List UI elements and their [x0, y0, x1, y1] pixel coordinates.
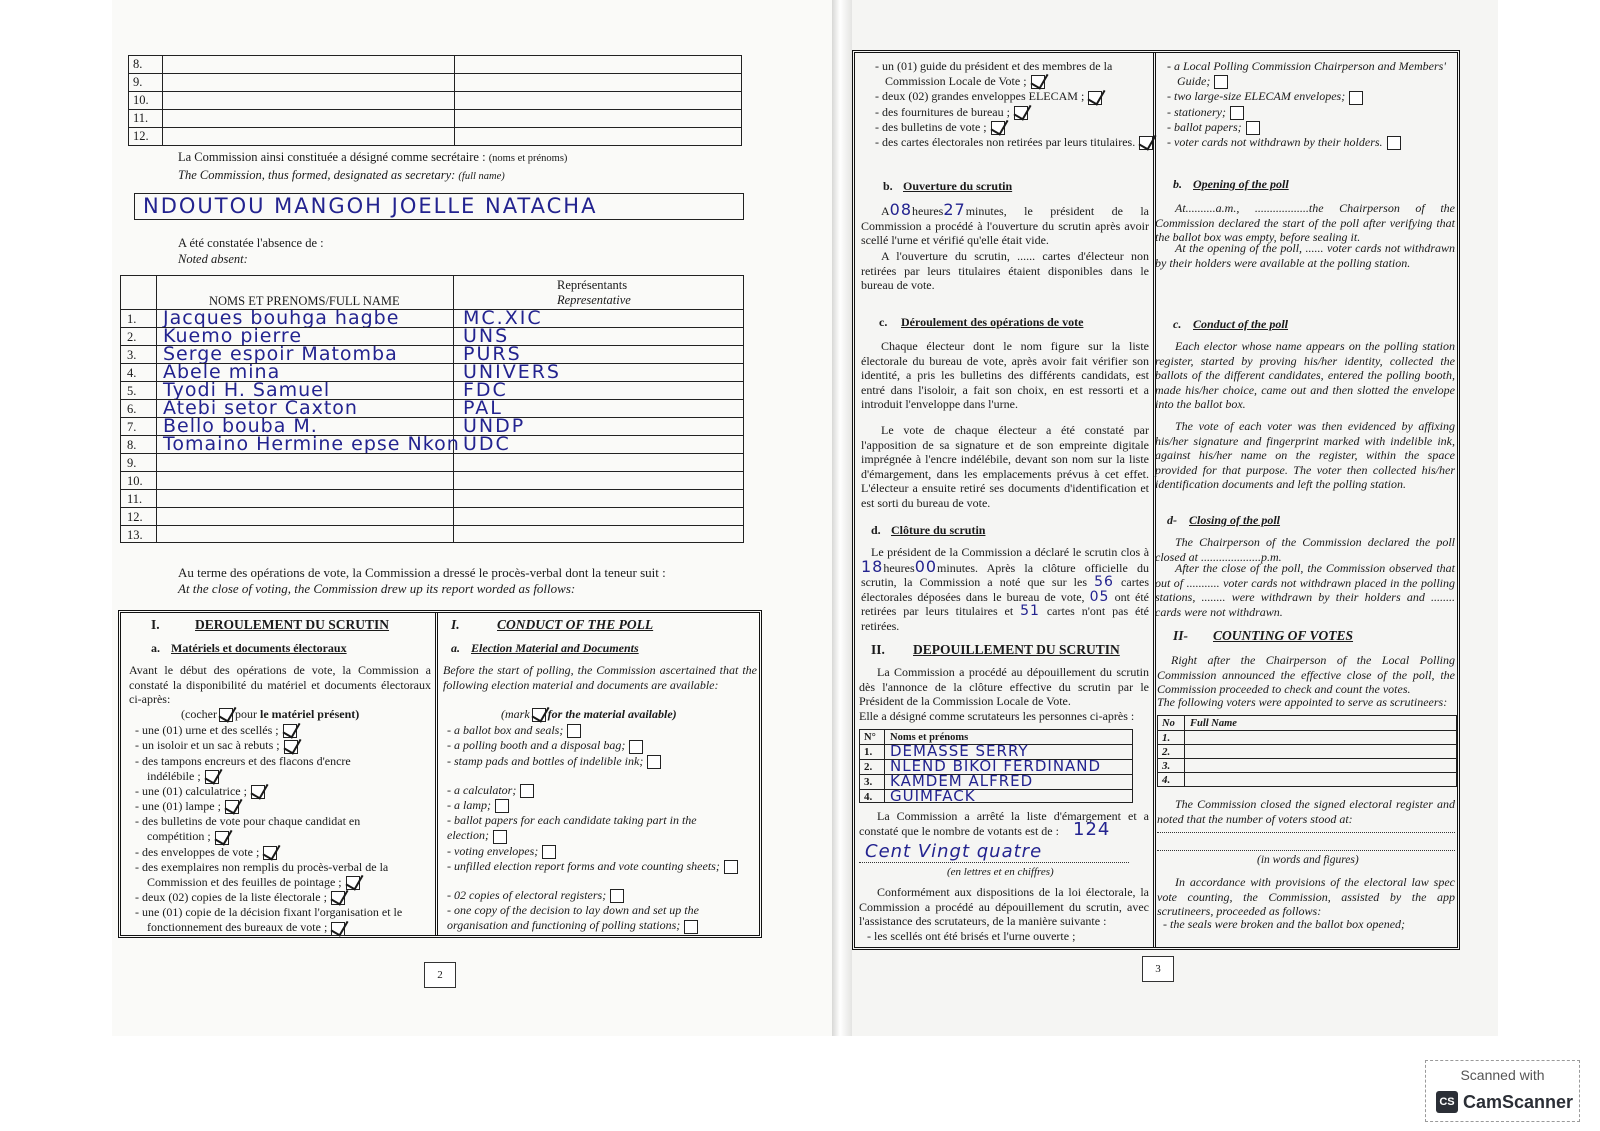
voters-en-line-1	[1157, 829, 1455, 833]
material-item-en: - unfilled election report forms and vote counting sheets;	[447, 859, 759, 874]
scr-en-header-no: No	[1162, 718, 1175, 729]
row-number: 10.	[129, 92, 163, 110]
material-item-en: Guide;	[1167, 74, 1457, 89]
law-fr: Conformément aux dispositions de la loi électorale, la Commission a procédé au dépouillement du scrutin, avec l'assistance des scrutateurs, de la manière suivante :	[859, 885, 1149, 928]
material-item-en: - a ballot box and seals;	[447, 723, 759, 738]
table-row	[121, 489, 743, 507]
table-row	[1158, 744, 1456, 758]
material-item-fr: - un (01) guide du président et des membres de la	[875, 59, 1113, 73]
checkbox[interactable]	[215, 831, 229, 845]
scrutineer-name: NLEND BIKOI FERDINAND	[890, 757, 1102, 775]
section-2-number-fr: II.	[871, 642, 885, 657]
checkbox[interactable]	[542, 845, 556, 859]
opening-fr-cards: A l'ouverture du scrutin, ...... cartes d'électeur non retirées par leurs titulaires étaient disponibles dans le bureau de vote.	[861, 249, 1149, 292]
absent-label-fr: A été constatée l'absence de :	[178, 236, 324, 250]
row-number: 3.	[1162, 760, 1171, 772]
sub-a-title-en: Election Material and Documents	[471, 641, 639, 655]
scr-en-header-name: Full Name	[1190, 718, 1237, 729]
left-page	[112, 0, 832, 1036]
closing-en-p1: The Chairperson of the Commission declared the poll closed at ....................p.m.	[1155, 535, 1455, 564]
representative-name: Bello bouba M.	[163, 415, 318, 437]
party-name: UNDP	[463, 415, 526, 437]
intro-fr: Avant le début des opérations de vote, la Commission a constaté la disponibilité du matériel et documents électoraux ci-après:	[129, 663, 431, 706]
material-item-en: - ballot papers;	[1167, 120, 1457, 135]
material-item-fr: - des cartes électorales non retirées par leurs titulaires.	[875, 135, 1149, 150]
counting-en-p1: Right after the Chairperson of the Local Polling Commission announced the effective close of the poll, the Commission proceeded to check and count the votes.	[1157, 653, 1455, 696]
closing-fr: Le président de la Commission a déclaré le scrutin clos à 18heures00minutes. Après la clôture officielle du scrutin, la Commission a noté que sur les 56 cartes électorales déposées dans le bureau de vote, 05 ont été retirées par leurs titulaires et 51 cartes n'ont pas été retirées.	[861, 545, 1150, 633]
representative-name: Jacques bouhga hagbe	[163, 307, 400, 329]
checkbox[interactable]	[629, 740, 643, 754]
voters-en-line-2	[1157, 847, 1455, 851]
table-row	[1158, 772, 1456, 786]
representative-name: Tyodi H. Samuel	[163, 379, 331, 401]
material-item-en: organisation and functioning of polling stations;	[447, 918, 759, 933]
material-item-en: - stationery;	[1167, 105, 1457, 120]
section-1-title-en: CONDUCT OF THE POLL	[497, 617, 654, 632]
representative-name: Serge espoir Matomba	[163, 343, 398, 365]
checkbox[interactable]	[1014, 106, 1028, 120]
row-number: 8.	[127, 438, 137, 452]
d-title-fr: Clôture du scrutin	[891, 523, 986, 537]
name-column-header: NOMS ET PRENOMS/FULL NAME	[209, 294, 400, 308]
c-letter-fr: c.	[879, 315, 888, 329]
secretary-name: NDOUTOU MANGOH JOELLE NATACHA	[143, 194, 598, 218]
section-1-number-fr: I.	[151, 617, 160, 632]
table-row	[1158, 730, 1456, 744]
row-number: 1.	[127, 312, 137, 326]
checkbox[interactable]	[263, 846, 277, 860]
report-intro-fr: Au terme des opérations de vote, la Commission a dressé le procès-verbal dont la teneur suit :	[178, 565, 666, 580]
sub-a-letter-en: a.	[451, 641, 460, 655]
party-name: PURS	[463, 343, 522, 365]
checkbox[interactable]	[1349, 91, 1363, 105]
counting-fr-p2: Elle a désigné comme scrutateurs les personnes ci-après :	[859, 709, 1135, 723]
checkbox[interactable]	[610, 889, 624, 903]
checkbox[interactable]	[205, 770, 219, 784]
row-number: 4.	[1162, 774, 1171, 786]
law-en: In accordance with provisions of the electoral law spec vote counting, the Commission, assisted by the app scrutineers, proceeded as follows:	[1157, 875, 1455, 918]
row-number: 2.	[1162, 746, 1171, 758]
representative-name: Tomaino Hermine epse Nkon	[163, 433, 460, 455]
law-fr-item: - les scellés ont été brisés et l'urne ouverte ;	[867, 929, 1076, 943]
material-item-fr: Commission et des feuilles de pointage ;	[135, 875, 431, 890]
b-title-en: Opening of the poll	[1193, 177, 1289, 191]
checkbox[interactable]	[684, 920, 698, 934]
scr-header-no: N°	[864, 732, 876, 743]
material-item-fr: - un isoloir et un sac à rebuts ;	[135, 738, 431, 753]
material-item-fr: - des fournitures de bureau ;	[875, 105, 1149, 120]
material-item-fr: - des tampons encreurs et des flacons d'encre	[135, 753, 351, 768]
material-item-fr: - des bulletins de vote pour chaque candidat en	[135, 814, 361, 829]
party-name: UDC	[463, 433, 511, 455]
party-name: PAL	[463, 397, 503, 419]
row-number: 8.	[129, 56, 163, 74]
checkbox[interactable]	[1230, 106, 1244, 120]
material-item-en: - ballot papers for each candidate taking part in the	[447, 813, 697, 828]
party-name: UNS	[463, 325, 510, 347]
checkbox[interactable]	[1246, 121, 1260, 135]
rep-header-fr: Représentants	[557, 278, 628, 292]
row-number: 9.	[127, 456, 137, 470]
row-number: 2.	[127, 330, 137, 344]
b-letter-en: b.	[1173, 177, 1182, 191]
material-item-fr: - des exemplaires non remplis du procès-verbal de la	[135, 859, 389, 874]
checkbox[interactable]	[1214, 75, 1228, 89]
d-title-en: Closing of the poll	[1189, 513, 1281, 527]
material-item-en: - voter cards not withdrawn by their holders.	[1167, 135, 1457, 150]
law-en-item: - the seals were broken and the ballot box opened;	[1163, 917, 1406, 931]
material-item-fr: - deux (02) copies de la liste électorale ;	[135, 890, 431, 905]
d-letter-fr: d.	[871, 523, 881, 537]
rep-header-en: Representative	[557, 293, 631, 307]
checkbox[interactable]	[495, 799, 509, 813]
row-number: 1.	[864, 746, 873, 758]
material-item-fr: compétition ;	[135, 829, 431, 844]
checkbox[interactable]	[493, 830, 507, 844]
opening-en-cards: At the opening of the poll, ...... voter cards not withdrawn by their holders were available at the polling station.	[1155, 241, 1455, 270]
checkbox[interactable]	[331, 891, 345, 905]
section-1-number-en: I.	[451, 617, 460, 632]
material-item-en: election;	[447, 828, 759, 843]
row-number: 9.	[129, 74, 163, 92]
row-number: 12.	[129, 128, 163, 146]
checkbox[interactable]	[991, 121, 1005, 135]
section-2-number-en: II-	[1173, 628, 1189, 643]
conduct-en-p2: The vote of each voter was then evidenced by affixing his/her signature and fingerprint marked with indelible ink, against his/her name on the register, within the space provided for that purpose. The voter then collected his/her identification documents and left the polling station.	[1155, 419, 1455, 491]
checkbox[interactable]	[567, 724, 581, 738]
representative-name: Kuemo pierre	[163, 325, 303, 347]
scrutineers-table-fr	[859, 729, 1133, 803]
c-letter-en: c.	[1173, 317, 1182, 331]
row-number: 11.	[127, 492, 143, 506]
mark-instruction: (mark for the material available)	[501, 707, 677, 721]
checkbox[interactable]	[284, 740, 298, 754]
conduct-fr-p1: Chaque électeur dont le nom figure sur la liste électorale du bureau de vote, après avoir fait vérifier son identité, a pris les bulletins des différents candidats, est entré dans l'isoloir, a fait son choix, en est ressorti et a introduit l'enveloppe dans l'urne.	[861, 339, 1149, 411]
register-fr: La Commission a arrêté la liste d'émargement et a constaté que le nombre de votants est de :	[859, 809, 1149, 838]
d-letter-en: d-	[1167, 513, 1177, 527]
material-item-en: - stamp pads and bottles of indelible ink;	[447, 754, 759, 769]
b-letter-fr: b.	[883, 179, 893, 193]
opening-en: At..........a.m., ..................the Chairperson of the Commission declared the start of the poll after verifying that the ballot box was empty, before sealing it.	[1155, 201, 1455, 244]
party-name: FDC	[463, 379, 508, 401]
section-2-title-en: COUNTING OF VOTES	[1213, 628, 1354, 643]
material-item-en: - a lamp;	[447, 798, 759, 813]
material-item-fr: - des bulletins de vote ;	[875, 120, 1149, 135]
voters-words: Cent Vingt quatre	[865, 841, 1043, 862]
counting-fr-p1: La Commission a procédé au dépouillement du scrutin dès l'annonce de la clôture effective du scrutin par le Président de la Commission Locale de Vote.	[859, 665, 1149, 708]
row-number: 7.	[127, 420, 137, 434]
material-item-fr: fonctionnement des bureaux de vote ;	[135, 920, 431, 935]
row-number: 3.	[864, 776, 873, 788]
checkbox[interactable]	[647, 755, 661, 769]
material-item-en: - a Local Polling Commission Chairperson and Members'	[1167, 59, 1446, 73]
checkbox[interactable]	[331, 922, 345, 936]
secretary-label-en: The Commission, thus formed, designated as secretary: (full name)	[178, 168, 505, 182]
material-item-fr: - une (01) copie de la décision fixant l'organisation et le	[135, 905, 403, 920]
checkbox[interactable]	[225, 800, 239, 814]
right-page	[852, 0, 1498, 1036]
material-item-fr: - des enveloppes de vote ;	[135, 845, 431, 860]
section-conduct-box	[118, 610, 762, 938]
table-row	[121, 507, 743, 525]
table-row	[121, 453, 743, 471]
sub-a-letter-fr: a.	[151, 641, 160, 655]
party-name: MC.XIC	[463, 307, 543, 329]
party-name: UNIVERS	[463, 361, 561, 383]
representative-name: Abele mina	[163, 361, 281, 383]
representatives-table	[120, 275, 744, 543]
checkbox[interactable]	[724, 860, 738, 874]
row-number: 4.	[127, 366, 137, 380]
words-hint-fr: (en lettres et en chiffres)	[947, 866, 1054, 878]
intro-en: Before the start of polling, the Commission ascertained that the following election material and documents are available:	[443, 663, 757, 692]
material-item-en: - two large-size ELECAM envelopes;	[1167, 89, 1457, 104]
row-number: 12.	[127, 510, 143, 524]
row-number: 1.	[1162, 732, 1171, 744]
table-row	[1158, 758, 1456, 772]
opening-fr: A08heures27minutes, le président de la Commission a procédé à l'ouverture du scrutin après avoir scellé l'urne et vérifié qu'elle était vide.	[861, 200, 1149, 247]
scrutineer-name: KAMDEM ALFRED	[890, 772, 1034, 790]
checkbox[interactable]	[1387, 136, 1401, 150]
register-en: The Commission closed the signed electoral register and noted that the number of voters stood at:	[1157, 797, 1455, 826]
members-table-continued	[128, 55, 742, 146]
absent-label-en: Noted absent:	[178, 252, 248, 266]
cocher-instruction: (cocher pour le matériel présent)	[181, 707, 360, 721]
report-intro-en: At the close of voting, the Commission drew up its report worded as follows:	[178, 581, 576, 596]
row-number: 13.	[127, 528, 143, 542]
row-number: 3.	[127, 348, 137, 362]
checkbox[interactable]	[1088, 91, 1102, 105]
secretary-name-field	[134, 193, 744, 220]
voters-words-field	[859, 841, 1129, 863]
scrutineers-table-en	[1157, 715, 1457, 787]
secretary-label-fr: La Commission ainsi constituée a désigné comme secrétaire : (noms et prénoms)	[178, 150, 568, 164]
checkbox[interactable]	[1031, 75, 1045, 89]
checkbox[interactable]	[1139, 136, 1153, 150]
page-number-left: 2	[424, 962, 456, 988]
b-title-fr: Ouverture du scrutin	[903, 179, 1013, 193]
c-title-fr: Déroulement des opérations de vote	[901, 315, 1084, 329]
conduct-en-p1: Each elector whose name appears on the polling station register, started by proving his/her identity, collected the ballots of the different candidates, entered the polling booth, made his/her choice, came out and then slotted the envelope into the ballot box.	[1155, 339, 1455, 411]
checkbox[interactable]	[251, 785, 265, 799]
material-item-fr: - deux (02) grandes enveloppes ELECAM ;	[875, 89, 1149, 104]
sub-a-title-fr: Matériels et documents électoraux	[171, 641, 347, 655]
section-1-title-fr: DEROULEMENT DU SCRUTIN	[195, 617, 390, 632]
material-item-en: - a polling booth and a disposal bag;	[447, 738, 759, 753]
table-row	[121, 525, 743, 543]
closing-en-p2: After the close of the poll, the Commission observed that out of ........... voter cards not withdrawn placed in the polling stations, ........ were withdrawn by their holders and ........ cards were not withdrawn.	[1155, 561, 1455, 619]
material-item-fr: - une (01) calculatrice ;	[135, 784, 431, 799]
material-item-fr: indélébile ;	[135, 769, 431, 784]
table-row	[860, 789, 1132, 804]
table-row	[121, 435, 743, 453]
book-gutter	[832, 0, 852, 1036]
scr-header-name: Noms et prénoms	[890, 732, 969, 743]
row-number: 5.	[127, 384, 137, 398]
material-item-en: - 02 copies of electoral registers;	[447, 888, 759, 903]
section-2-title-fr: DEPOUILLEMENT DU SCRUTIN	[913, 642, 1120, 657]
material-item-en: - a calculator;	[447, 783, 759, 798]
voters-figure: 124	[1073, 819, 1111, 840]
representative-name: Atebi setor Caxton	[163, 397, 358, 419]
row-number: 11.	[129, 110, 163, 128]
camscanner-watermark	[1425, 1060, 1580, 1122]
material-item-fr: - une (01) urne et des scellés ;	[135, 723, 431, 738]
table-row	[121, 471, 743, 489]
c-title-en: Conduct of the poll	[1193, 317, 1289, 331]
page-number-right: 3	[1142, 956, 1174, 982]
scrutineer-name: GUIMFACK	[890, 787, 976, 805]
checkbox[interactable]	[346, 876, 360, 890]
camscanner-logo-icon: CS	[1436, 1091, 1458, 1113]
row-number: 6.	[127, 402, 137, 416]
scrutineer-name: DEMASSE SERRY	[890, 742, 1029, 760]
right-bilingual-box	[852, 50, 1460, 950]
material-item-en: - one copy of the decision to lay down and set up the	[447, 903, 699, 918]
row-number: 10.	[127, 474, 143, 488]
words-hint-en: (in words and figures)	[1257, 854, 1359, 866]
material-item-fr: - une (01) lampe ;	[135, 799, 431, 814]
row-number: 4.	[864, 791, 873, 803]
counting-en-p2: The following voters were appointed to serve as scrutineers:	[1157, 695, 1448, 709]
checkbox[interactable]	[520, 784, 534, 798]
row-number: 2.	[864, 761, 873, 773]
material-item-en: - voting envelopes;	[447, 844, 759, 859]
conduct-fr-p2: Le vote de chaque électeur a été constaté par l'apposition de sa signature et de son empreinte digitale imprégnée à l'encre indélébile, devant son nom sur la liste d'émargement, dans les emplacements prévus à cet effet. L'électeur a ensuite retiré ses documents d'identification et est sorti du bureau de vote.	[861, 423, 1149, 510]
material-item-fr: Commission Locale de Vote ;	[875, 74, 1149, 89]
watermark-brand: CamScanner	[1463, 1092, 1574, 1112]
watermark-top-text: Scanned with	[1460, 1067, 1545, 1083]
